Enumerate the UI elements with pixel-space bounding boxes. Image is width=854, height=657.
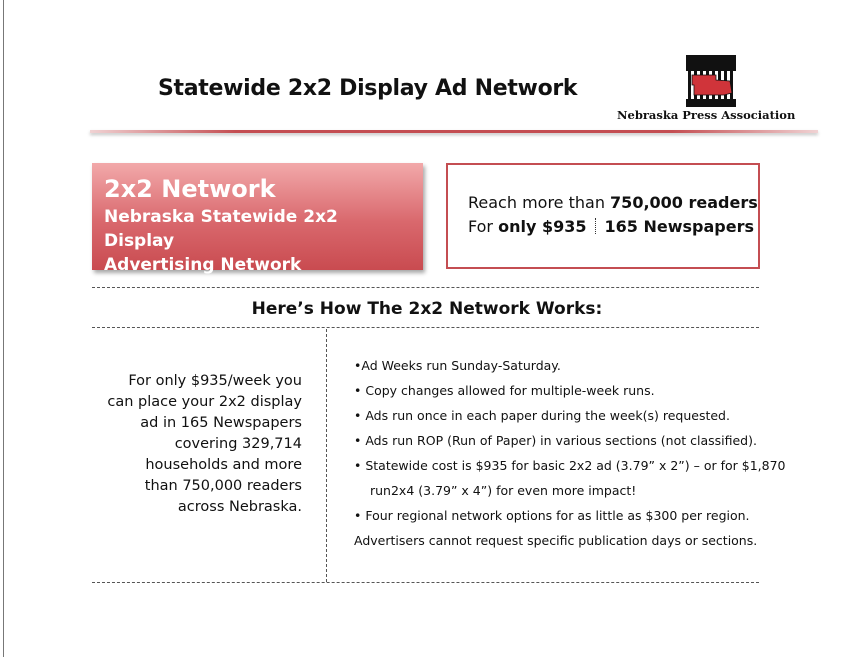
hero-subtitle-line: Nebraska Statewide 2x2 Display (104, 207, 338, 251)
list-item: • Ads run once in each paper during the week(s) requested. (354, 408, 730, 423)
reach-box (446, 163, 760, 269)
summary-line: can place your 2x2 display (107, 394, 302, 410)
dashed-divider (92, 582, 759, 583)
summary-line: ad in 165 Newspapers (140, 415, 302, 431)
dashed-divider (92, 327, 759, 328)
page-title: Statewide 2x2 Display Ad Network (158, 76, 578, 101)
title-divider (90, 130, 818, 133)
summary-line: than 750,000 readers (144, 478, 302, 494)
how-it-works-heading: Here’s How The 2x2 Network Works: (251, 299, 603, 319)
reach-text: Reach more than (468, 193, 611, 212)
reach-newspaper-count: 165 Newspapers (604, 217, 754, 236)
dashed-divider (92, 287, 759, 288)
list-item: • Statewide cost is $935 for basic 2x2 ad (3.79” x 2”) – or for $1,870 (354, 458, 786, 473)
list-item: Advertisers cannot request specific publication days or sections. (354, 533, 758, 548)
reach-line-readers (468, 191, 758, 215)
reach-line-price (468, 215, 758, 239)
network-hero-box (92, 163, 423, 275)
list-item: •Ad Weeks run Sunday-Saturday. (354, 358, 561, 373)
summary-line: For only $935/week you (128, 373, 302, 389)
page-frame-line (3, 0, 4, 657)
summary-line: households and more (145, 457, 302, 473)
reach-text: For (468, 217, 499, 236)
reach-price: only $935 (498, 217, 587, 236)
summary-line: covering 329,714 (174, 436, 302, 452)
hero-subtitle-line: Advertising Network (104, 255, 302, 275)
nebraska-press-association-logo-icon (686, 55, 736, 107)
column-divider (326, 329, 327, 582)
summary-line: across Nebraska. (177, 499, 302, 515)
details-list (354, 353, 824, 553)
summary-copy (96, 371, 302, 518)
vertical-separator (595, 218, 597, 234)
hero-title: 2x2 Network (104, 175, 276, 203)
list-item: • Four regional network options for as little as $300 per region. (354, 508, 750, 523)
hero-subtitle (104, 205, 411, 277)
logo-wordmark: Nebraska Press Association (617, 108, 796, 122)
list-item: • Copy changes allowed for multiple-week runs. (354, 383, 655, 398)
reach-readers-count: 750,000 readers (610, 193, 758, 212)
list-item: • Ads run ROP (Run of Paper) in various sections (not classified). (354, 433, 757, 448)
list-item: run2x4 (3.79” x 4”) for even more impact! (370, 483, 637, 498)
